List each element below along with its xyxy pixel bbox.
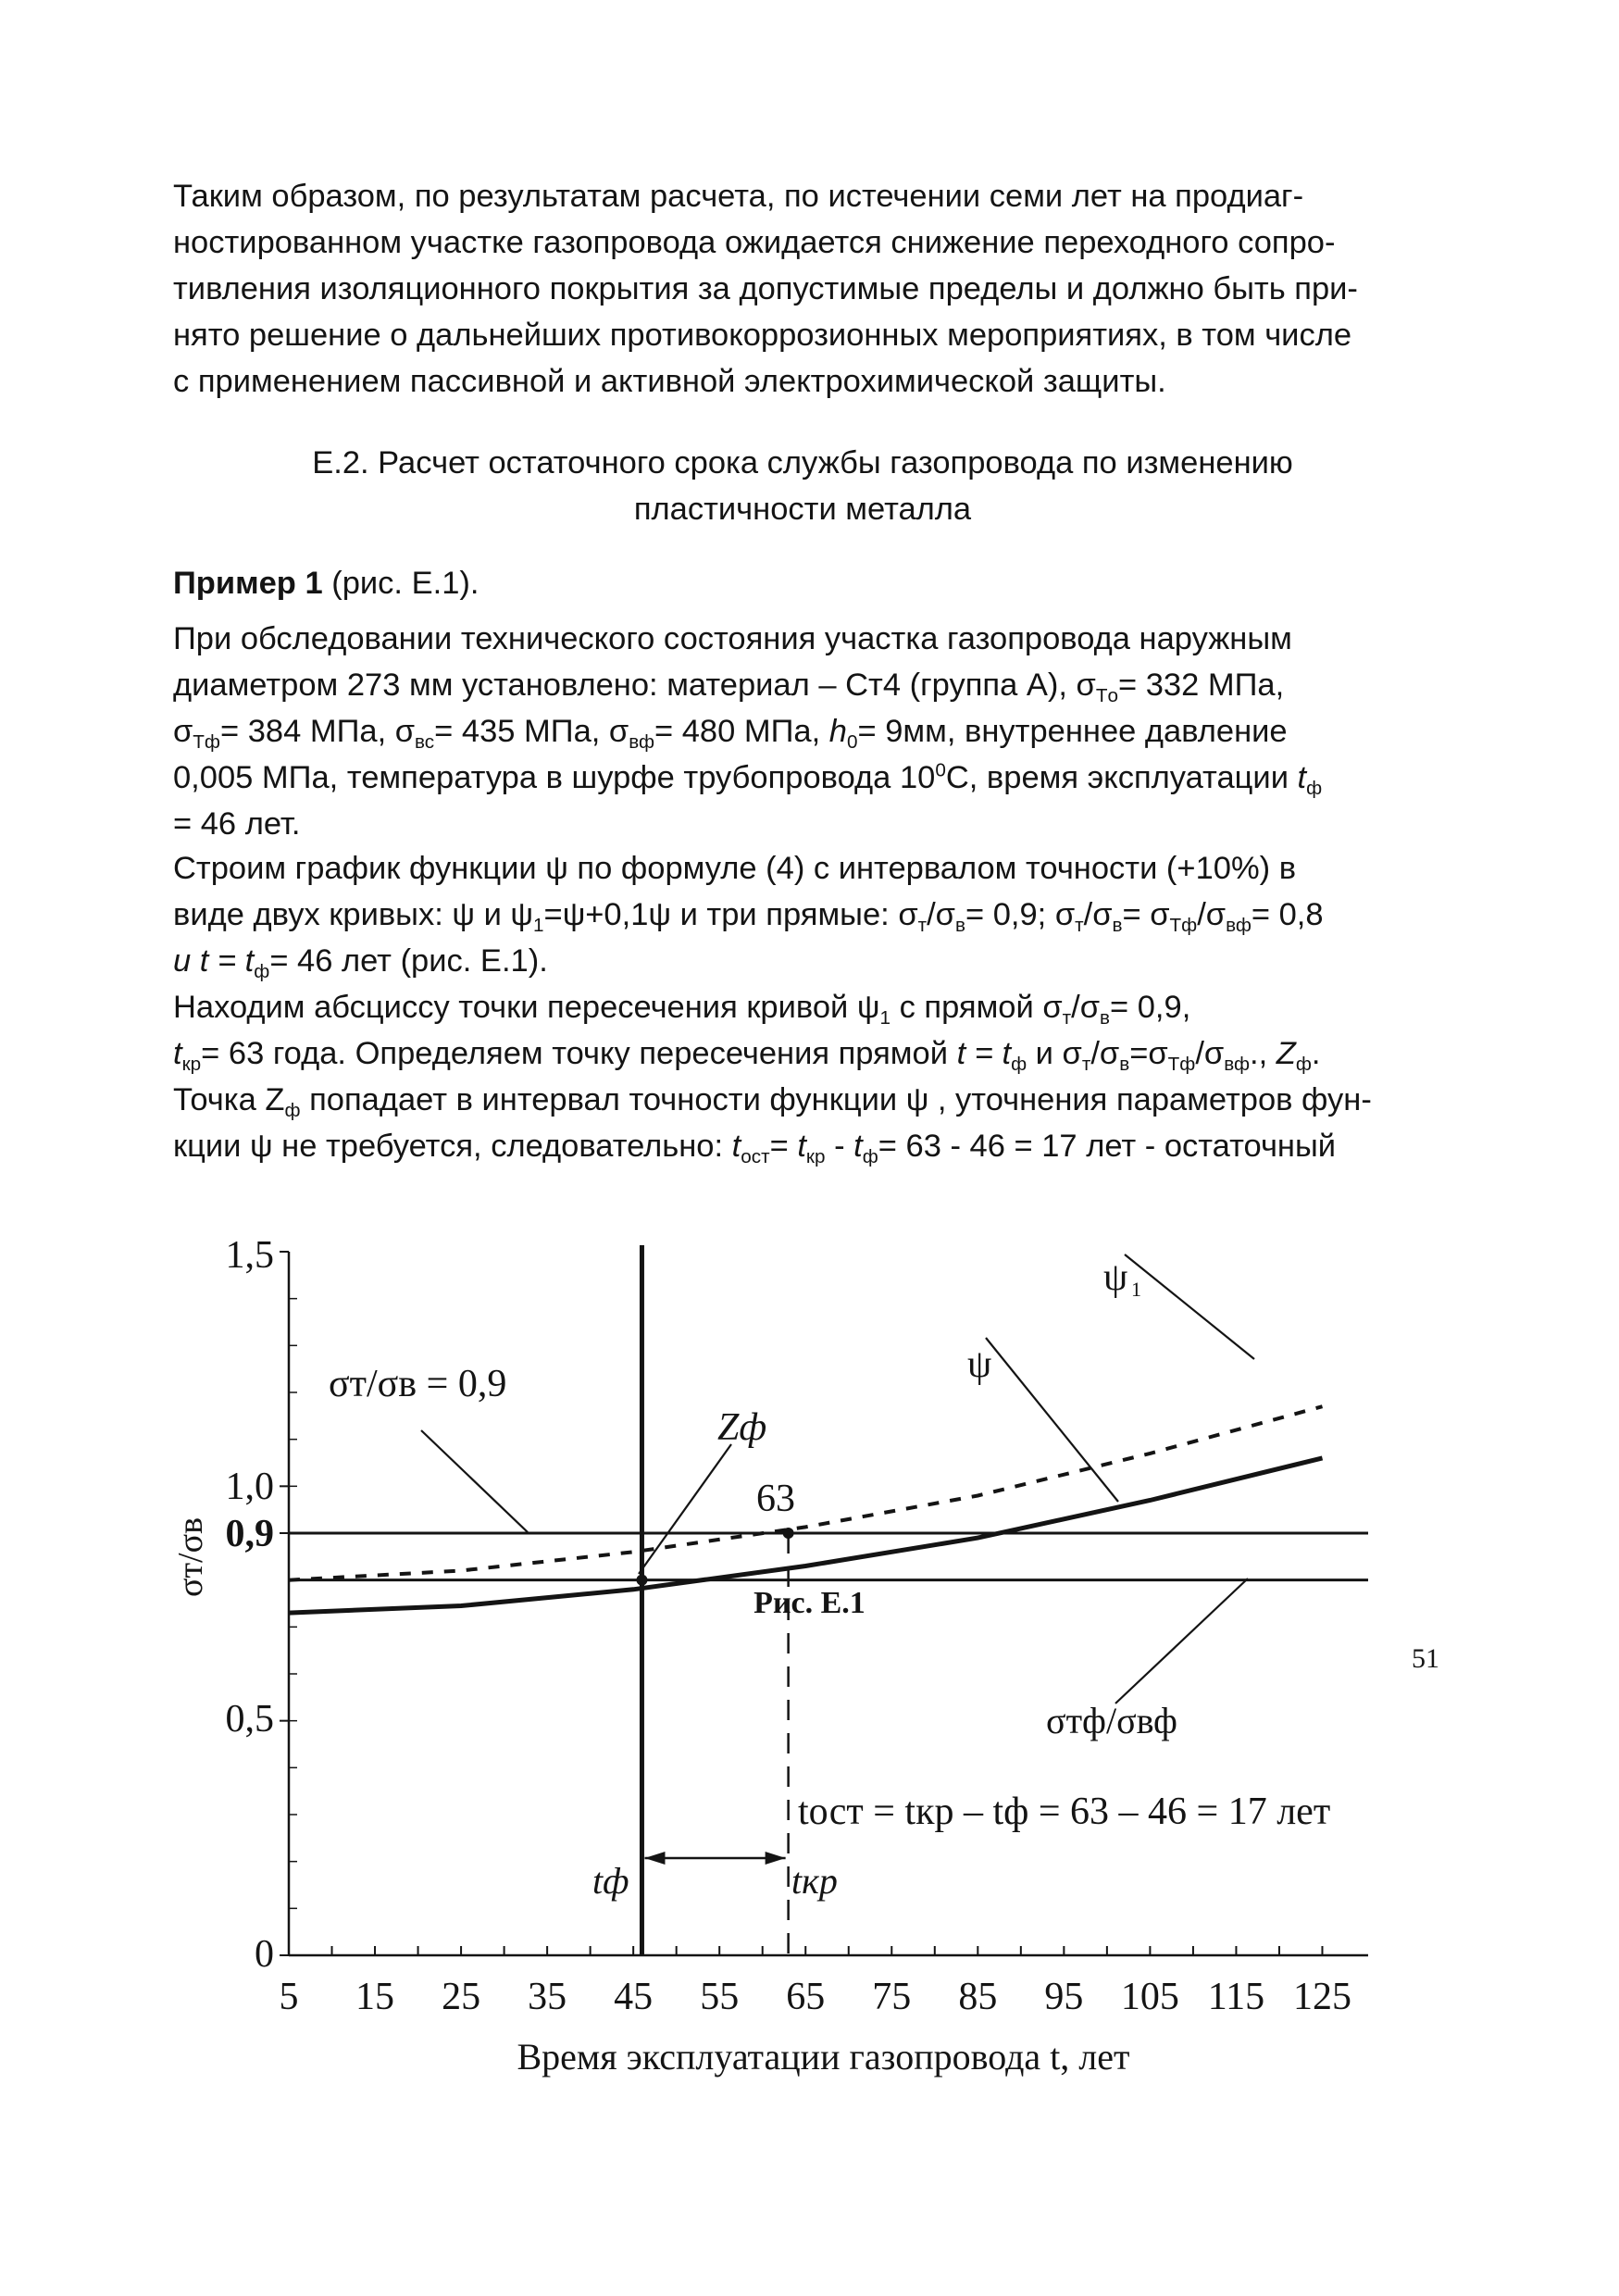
- x-tick-label: 35: [528, 1976, 567, 2018]
- text: = 63 - 46 = 17 лет - остаточный: [878, 1129, 1337, 1164]
- text: =: [769, 1129, 798, 1164]
- text: = 480 МПа,: [654, 714, 829, 749]
- text: = σ: [1122, 897, 1170, 932]
- text: -: [825, 1129, 854, 1164]
- text: = 0,9; σ: [965, 897, 1076, 932]
- psi-curve-label: ψ: [967, 1343, 992, 1386]
- y-tick-label: 1,5: [225, 1234, 274, 1277]
- y-tick-label: 0: [255, 1933, 274, 1976]
- subscript: Тo: [1095, 685, 1118, 707]
- y-tick-label: 1,0: [225, 1466, 274, 1508]
- intro-line: с применением пассивной и активной электрохимической защиты.: [173, 364, 1166, 399]
- text: = 46 лет.: [173, 806, 301, 842]
- subscript: т: [1081, 1054, 1091, 1076]
- tcr-label: tкр: [791, 1860, 838, 1902]
- intersection-point: [783, 1528, 794, 1539]
- subscript: ф: [284, 1100, 301, 1122]
- y-tick-label: 0,5: [225, 1698, 274, 1741]
- subscript: 1: [533, 915, 544, 937]
- text: = 384 МПа, σ: [219, 714, 416, 749]
- text: и: [173, 943, 200, 979]
- leader-line: [986, 1338, 1118, 1502]
- tf-label: tф: [592, 1860, 629, 1902]
- x-tick-label: 105: [1120, 1976, 1179, 2018]
- text: 0,005 МПа, температура в шурфе трубопровода 10: [173, 760, 936, 795]
- text: h: [828, 714, 847, 749]
- text: t: [731, 1129, 741, 1164]
- subscript: кр: [805, 1146, 826, 1168]
- leader-line: [639, 1444, 731, 1574]
- arrowhead-left: [644, 1852, 665, 1865]
- x-tick-label: 5: [279, 1976, 299, 2018]
- subscript: 0: [846, 731, 858, 754]
- subscript: Тф: [193, 731, 220, 754]
- x-tick-label: 75: [872, 1976, 912, 2018]
- text: /σ: [1197, 897, 1227, 932]
- subscript: ф: [254, 961, 270, 983]
- y-tick-label: 0,9: [225, 1513, 274, 1555]
- text: виде двух кривых: ψ и ψ: [173, 897, 534, 932]
- text: t: [853, 1129, 863, 1164]
- subscript: ост: [741, 1146, 770, 1168]
- text: С, время эксплуатации: [945, 760, 1298, 795]
- text: = 46 лет (рис. Е.1).: [269, 943, 548, 979]
- text: Строим график функции ψ по формуле (4) с интервалом точности (+10%) в: [173, 851, 1297, 886]
- x-tick-label: 55: [700, 1976, 740, 2018]
- subscript: Тф: [1167, 1054, 1196, 1076]
- section-heading-line: пластичности металла: [633, 492, 972, 527]
- subscript: т: [1075, 915, 1084, 937]
- text: /σ: [927, 897, 955, 932]
- x-tick-label: 65: [786, 1976, 826, 2018]
- y-axis-title: σт/σв: [171, 1516, 210, 1598]
- section-heading-line: Е.2. Расчет остаточного срока службы газопровода по изменению: [312, 445, 1293, 480]
- intro-line: нято решение о дальнейших противокоррозионных мероприятиях, в том числе: [173, 318, 1352, 353]
- zf-label: Zф: [717, 1406, 767, 1449]
- arrowhead-right: [766, 1852, 786, 1865]
- text: /σ: [1071, 990, 1100, 1025]
- hline-label-08: σтф/σвф: [1046, 1700, 1177, 1741]
- text: /σ: [1090, 1036, 1120, 1071]
- subscript: ф: [1306, 778, 1323, 800]
- superscript: 0: [935, 759, 946, 781]
- intro-line: Таким образом, по результатам расчета, по истечении семи лет на продиаг-: [173, 179, 1304, 214]
- text: t: [173, 1036, 182, 1071]
- intro-line: тивления изоляционного покрытия за допустимые пределы и должно быть при-: [173, 271, 1358, 306]
- text: t: [797, 1129, 806, 1164]
- text: = 9мм, внутреннее давление: [857, 714, 1288, 749]
- point-63-label: 63: [756, 1478, 795, 1520]
- psi1-curve-label: ψ: [1103, 1256, 1128, 1299]
- text: .: [1311, 1036, 1321, 1071]
- subscript: ф: [1011, 1054, 1027, 1076]
- text: При обследовании технического состояния участка газопровода наружным: [173, 621, 1292, 656]
- subscript: в: [1112, 915, 1123, 937]
- subscript: ф: [862, 1146, 878, 1168]
- text: =ψ+0,1ψ и три прямые: σ: [543, 897, 918, 932]
- subscript: вф: [629, 731, 655, 754]
- residual-life-annotation: tост = tкр – tф = 63 – 46 = 17 лет: [798, 1791, 1331, 1833]
- subscript: вс: [415, 731, 435, 754]
- x-tick-label: 45: [614, 1976, 654, 2018]
- text: Точка Z: [173, 1082, 285, 1117]
- text: /σ: [1083, 897, 1113, 932]
- x-tick-label: 85: [958, 1976, 998, 2018]
- subscript: Тф: [1169, 915, 1198, 937]
- subscript: т: [1062, 1007, 1072, 1029]
- text: Находим абсциссу точки пересечения кривой ψ: [173, 990, 880, 1025]
- x-tick-label: 25: [442, 1976, 481, 2018]
- example-ref: (рис. Е.1).: [322, 566, 479, 601]
- text: диаметром 273 мм установлено: материал – Ст4 (группа А), σ: [173, 668, 1096, 703]
- text: кции ψ не требуется, следовательно:: [173, 1129, 732, 1164]
- x-tick-label: 115: [1207, 1976, 1265, 2018]
- subscript: вф: [1224, 1054, 1251, 1076]
- x-axis-title: Время эксплуатации газопровода t, лет: [517, 2036, 1130, 2078]
- text: t = t: [956, 1036, 1012, 1071]
- curve-psi1: [289, 1406, 1323, 1580]
- text: /σ: [1195, 1036, 1225, 1071]
- text: = 63 года. Определяем точку пересечения прямой: [201, 1036, 957, 1071]
- text: Z: [1276, 1036, 1296, 1071]
- hline-label-09: σт/σв = 0,9: [329, 1363, 507, 1405]
- text: = 435 МПа, σ: [434, 714, 629, 749]
- figure-caption: Рис. Е.1: [753, 1586, 866, 1620]
- text: = 0,9,: [1110, 990, 1191, 1025]
- x-tick-label: 15: [355, 1976, 395, 2018]
- x-tick-label: 95: [1044, 1976, 1084, 2018]
- text: σ: [173, 714, 193, 749]
- text: попадает в интервал точности функции ψ , уточнения параметров фун-: [300, 1082, 1372, 1117]
- subscript: кр: [181, 1054, 202, 1076]
- subscript: т: [917, 915, 928, 937]
- text: t: [1297, 760, 1307, 795]
- intersection-point: [636, 1575, 647, 1586]
- psi1-subscript: 1: [1131, 1278, 1141, 1301]
- subscript: в: [954, 915, 965, 937]
- subscript: вф: [1226, 915, 1252, 937]
- text: и σ: [1027, 1036, 1082, 1071]
- text: с прямой σ: [890, 990, 1063, 1025]
- text: = 332 МПа,: [1117, 668, 1285, 703]
- leader-line: [1125, 1254, 1254, 1359]
- leader-line: [421, 1430, 528, 1532]
- page-number: 51: [1412, 1643, 1439, 1674]
- x-tick-label: 125: [1292, 1976, 1351, 2018]
- subscript: в: [1119, 1054, 1130, 1076]
- text: = 0,8: [1251, 897, 1324, 932]
- text: =σ: [1129, 1036, 1168, 1071]
- subscript: в: [1100, 1007, 1110, 1029]
- subscript: ф: [1295, 1054, 1312, 1076]
- subscript: 1: [879, 1007, 890, 1029]
- text: t = t: [199, 943, 255, 979]
- text: .,: [1250, 1036, 1277, 1071]
- example-label: Пример 1: [173, 566, 323, 601]
- intro-line: ностированном участке газопровода ожидается снижение переходного сопро-: [173, 225, 1336, 260]
